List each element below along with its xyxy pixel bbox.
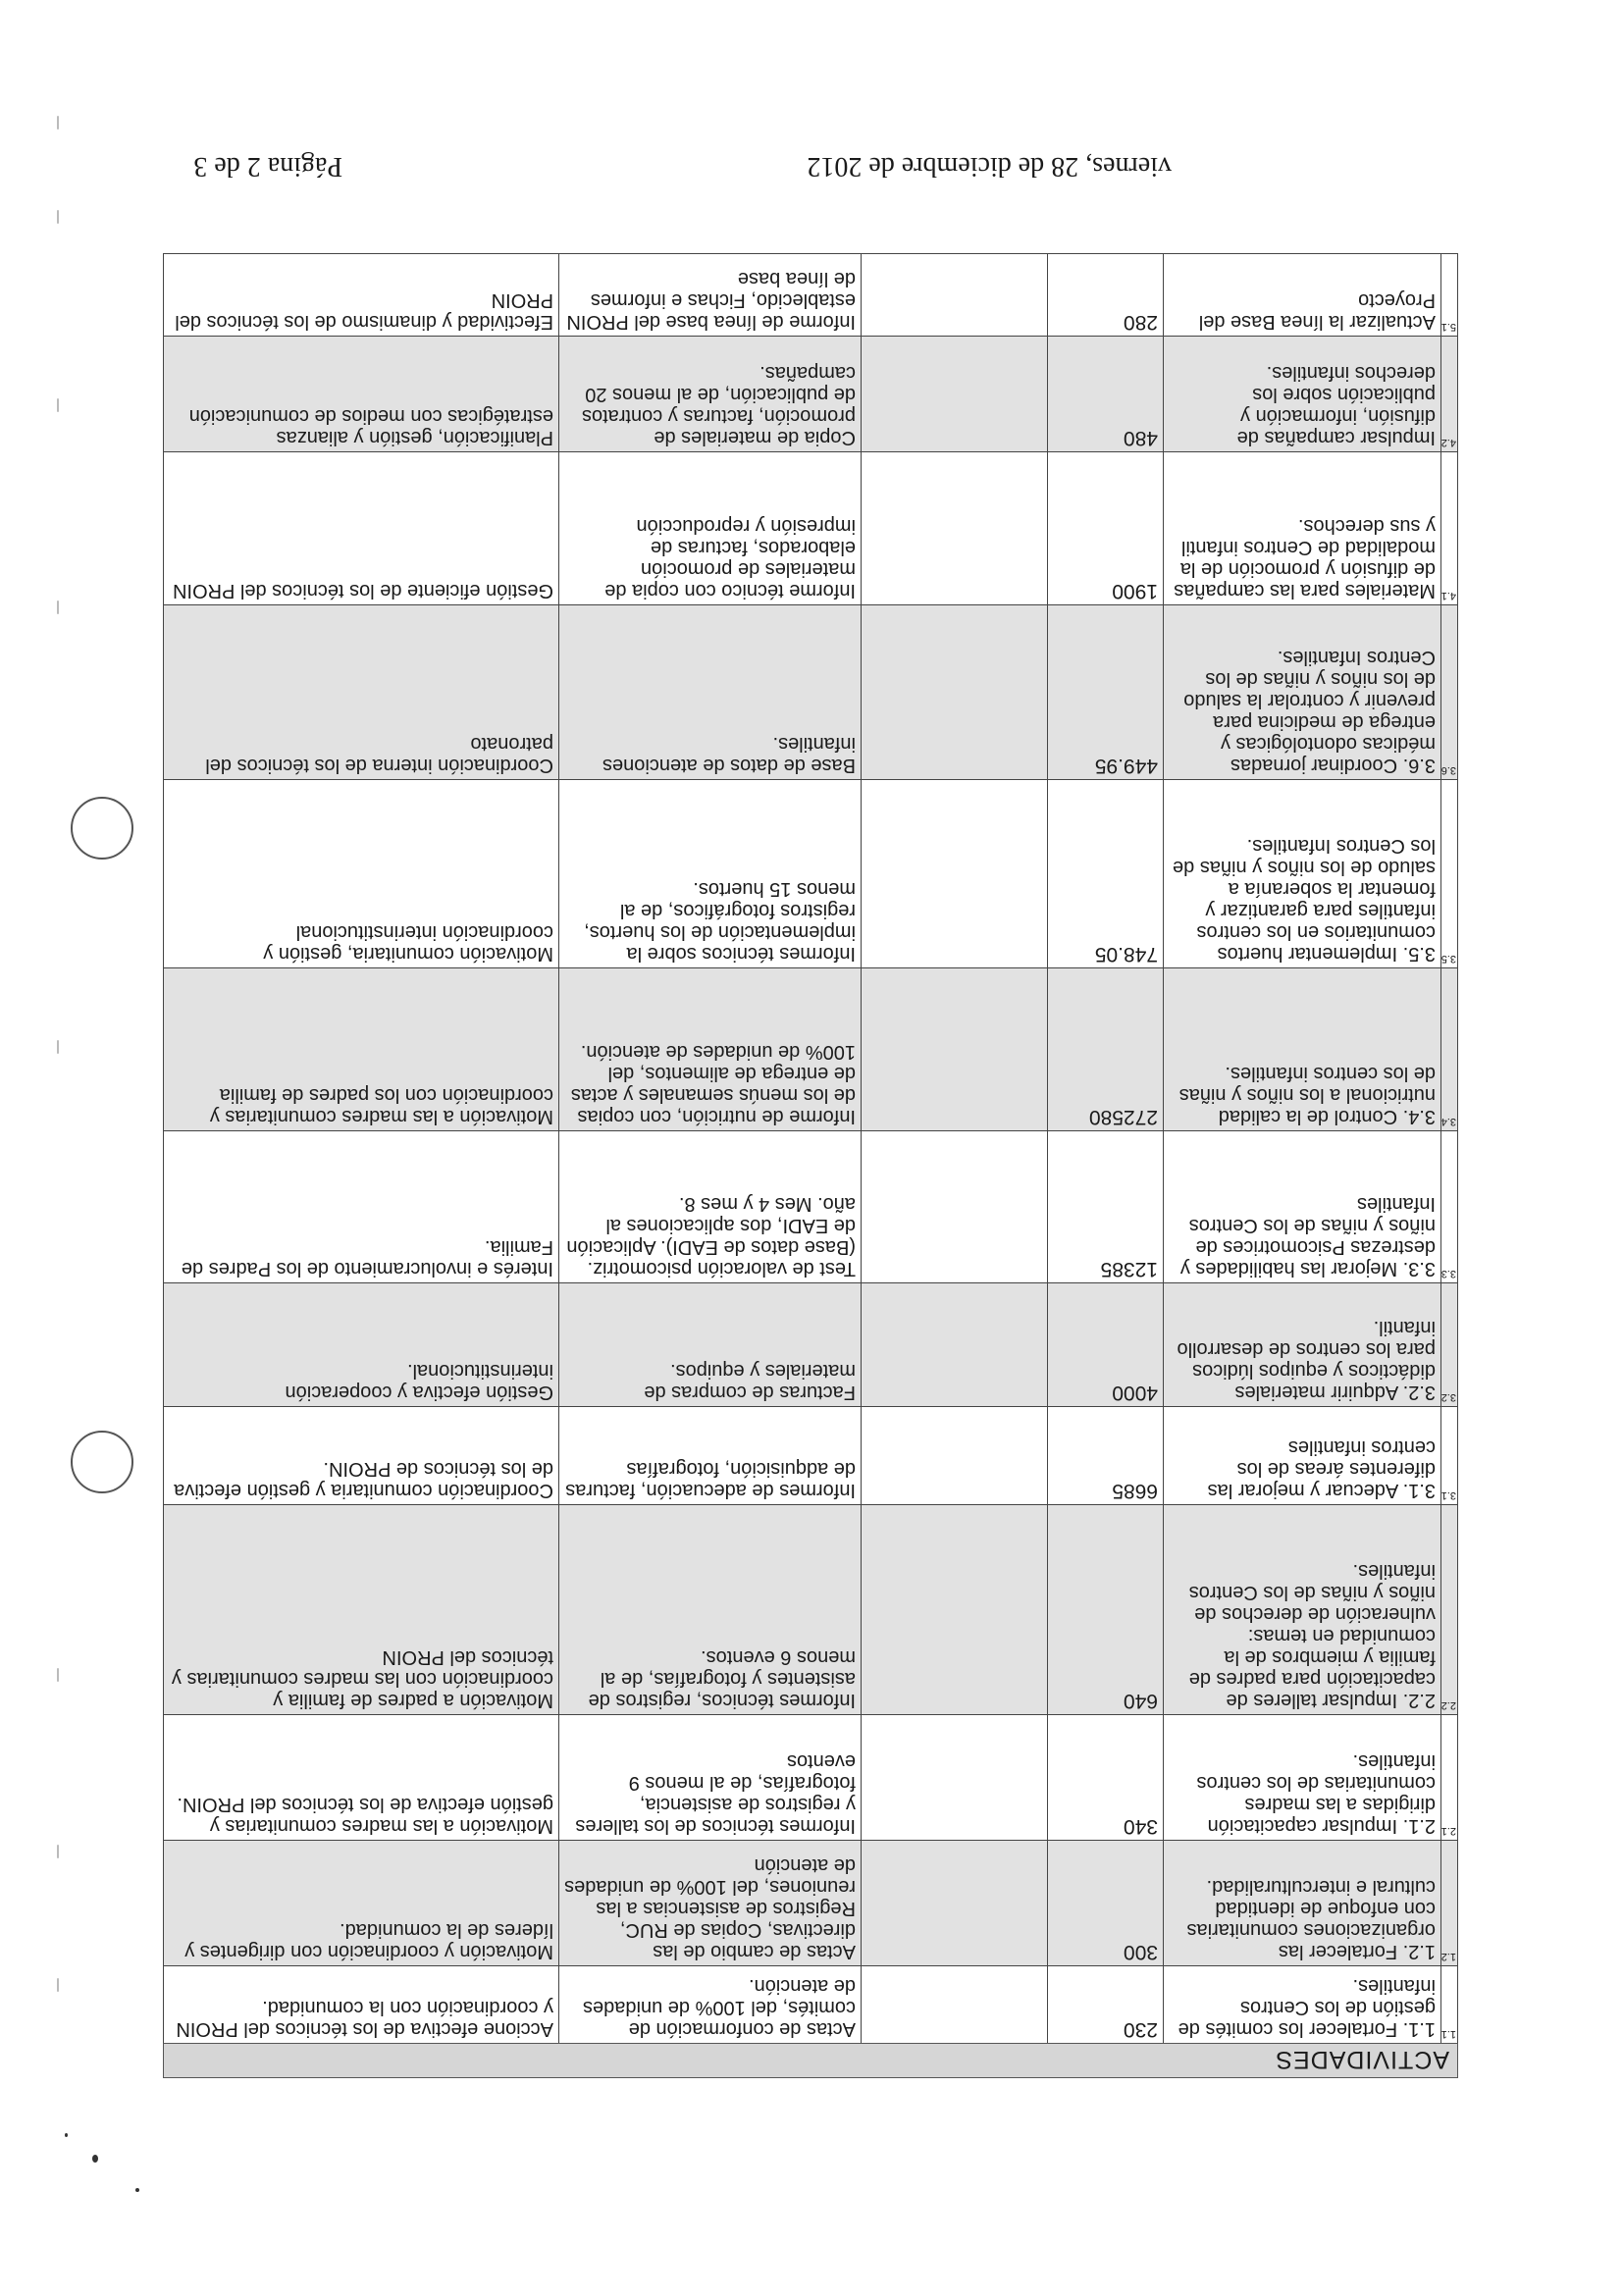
result-cell: Gestión eficiente de los técnicos del PROIN bbox=[173, 580, 553, 601]
activity-cell: 3.6. Coordinar jornadas médicas odontológicas y entrega de medicina para prevenir y controlar la saludo de los niños y niñas de los Centros Infantiles. bbox=[1163, 605, 1440, 779]
activity-cell: Actualizar la línea Base del Proyecto bbox=[1163, 254, 1440, 336]
amount-cell: 340 bbox=[1047, 1715, 1163, 1840]
empty-cell bbox=[861, 1841, 1047, 1965]
empty-cell bbox=[861, 1131, 1047, 1282]
amount-cell: 272580 bbox=[1047, 968, 1163, 1130]
result-cell: Motivación a padres de familia y coordinación con las madres comunitarias y técnicos del PROIN bbox=[171, 1646, 553, 1711]
empty-cell bbox=[861, 254, 1047, 336]
empty-cell bbox=[861, 1966, 1047, 2043]
table-row bbox=[163, 253, 1458, 336]
result-cell: Gestión efectiva y cooperación interinstitucional. bbox=[285, 1360, 553, 1403]
empty-cell bbox=[861, 780, 1047, 967]
table-row bbox=[163, 604, 1458, 779]
verification-cell: Informe de nutrición, con copias de los menús semanales y actas de entrega de alimentos, del 100% de unidades de atención. bbox=[558, 968, 861, 1130]
footer-page-number: Página 2 de 3 bbox=[193, 151, 342, 182]
result-cell: Accione efectiva de los técnicos del PROIN y coordinación con la comunidad. bbox=[176, 1997, 553, 2040]
row-number: 1.2 bbox=[1440, 1841, 1457, 1965]
activity-cell: 3.2. Adquirir materiales didácticos y equipos lúdicos para los centros de desarrollo infantil. bbox=[1163, 1283, 1440, 1406]
verification-cell: Base de datos de atenciones infantiles. bbox=[558, 605, 861, 779]
verification-cell: Informes técnicos de los talleres y registros de asistencia, fotografías, de al menos 9 eventos bbox=[558, 1715, 861, 1840]
amount-cell: 300 bbox=[1047, 1841, 1163, 1965]
result-cell: Motivación comunitaria, gestión y coordinación interinstitucional bbox=[263, 921, 553, 965]
activity-cell: Materiales para las campañas de difusión y promoción de la modalidad de Centros infantil y sus derechos. bbox=[1163, 452, 1440, 604]
activity-cell: 2.1. Impulsar capacitación dirigidas a las madres comunitarias de los centros infantiles. bbox=[1163, 1715, 1440, 1840]
amount-cell: 4000 bbox=[1047, 1283, 1163, 1406]
row-number: 1.1 bbox=[1440, 1966, 1457, 2043]
verification-cell: Informes de adecuación, facturas de adquisición, fotografías bbox=[558, 1407, 861, 1504]
row-number: 3.4 bbox=[1440, 968, 1457, 1130]
amount-cell: 1900 bbox=[1047, 452, 1163, 604]
table-row bbox=[163, 1282, 1458, 1406]
result-cell: Coordinación comunitaria y gestión efectiva de los técnicos de PROIN. bbox=[174, 1458, 553, 1501]
empty-cell bbox=[861, 1715, 1047, 1840]
result-cell: Efectividad y dinamismo de los técnicos del PROIN bbox=[175, 289, 553, 333]
verification-cell: Test de valoración psicomotriz. (Base datos de EADI). Aplicación de EADI, dos aplicaciones al año. Mes 4 y mes 8. bbox=[558, 1131, 861, 1282]
verification-cell: Informes técnicos sobre la implementación de los huertos, registros fotográficos, de al menos 15 huertos. bbox=[558, 780, 861, 967]
table-row bbox=[163, 1965, 1458, 2043]
table-row bbox=[163, 1504, 1458, 1714]
activities-table bbox=[163, 126, 1458, 2078]
verification-cell: Actas de conformación de comités, del 100% de unidades de atención. bbox=[558, 1966, 861, 2043]
row-number: 3.1 bbox=[1440, 1407, 1457, 1504]
empty-cell bbox=[861, 1283, 1047, 1406]
row-number: 4.2 bbox=[1440, 337, 1457, 451]
empty-cell bbox=[861, 968, 1047, 1130]
table-row bbox=[163, 1406, 1458, 1504]
amount-cell: 230 bbox=[1047, 1966, 1163, 2043]
row-number: 5.1 bbox=[1440, 254, 1457, 336]
verification-cell: Facturas de compras de materiales y equipos. bbox=[558, 1283, 861, 1406]
row-number: 3.3 bbox=[1440, 1131, 1457, 1282]
result-cell: Motivación y coordinación con dirigentes y líderes de la comunidad. bbox=[184, 1919, 553, 1962]
result-cell: Motivación a las madres comunitarias y gestión efectiva de los técnicos del PROIN. bbox=[177, 1794, 553, 1837]
empty-cell bbox=[861, 452, 1047, 604]
amount-cell: 748.05 bbox=[1047, 780, 1163, 967]
table-row bbox=[163, 779, 1458, 967]
verification-cell: Actas de cambio de las directivas, Copias de RUC, Registros de asistencias a las reuniones, del 100% de unidades de atención bbox=[558, 1841, 861, 1965]
table-row bbox=[163, 967, 1458, 1130]
verification-cell: Informes técnicos, registros de asistentes y fotografías, de al menos 6 eventos. bbox=[558, 1505, 861, 1714]
activity-cell: Impulsar campañas de difusión, información y publicación sobre los derechos infantiles. bbox=[1163, 337, 1440, 451]
table-row bbox=[163, 1840, 1458, 1965]
amount-cell: 12385 bbox=[1047, 1131, 1163, 1282]
activity-cell: 3.5. Implementar huertos comunitarios en los centros infantiles para garantizar y fomentar la soberanía a saludo de los niños y niñas de los Centros Infantiles. bbox=[1163, 780, 1440, 967]
row-number: 4.1 bbox=[1440, 452, 1457, 604]
empty-cell bbox=[861, 1407, 1047, 1504]
result-cell: Coordinación interna de los técnicos del patronato bbox=[205, 733, 553, 776]
amount-cell: 280 bbox=[1047, 254, 1163, 336]
result-cell: Motivación a las madres comunitarias y coordinación con los padres de familia bbox=[209, 1084, 553, 1127]
activity-cell: 1.1. Fortalecer los comités de gestión de los Centros infantiles. bbox=[1163, 1966, 1440, 2043]
row-number: 3.6 bbox=[1440, 605, 1457, 779]
verification-cell: Informe de línea base del PROIN establecido, Fichas e informes de línea base bbox=[558, 254, 861, 336]
empty-cell bbox=[861, 337, 1047, 451]
amount-cell: 6685 bbox=[1047, 1407, 1163, 1504]
verification-cell: Copia de materiales de promoción, facturas y contratos de publicación, de al menos 20 campañas. bbox=[558, 337, 861, 451]
table-header bbox=[163, 2043, 1458, 2078]
activity-cell: 3.4. Control de la calidad nutricional a los niños y niñas de los centros infantiles. bbox=[1163, 968, 1440, 1130]
result-cell: Planificación, gestión y alianzas estratégicas con medios de comunicación bbox=[188, 405, 553, 448]
table-row bbox=[163, 1714, 1458, 1840]
amount-cell: 480 bbox=[1047, 337, 1163, 451]
table-title: ACTIVIDADES bbox=[1275, 2046, 1449, 2073]
table-row bbox=[163, 1130, 1458, 1282]
footer-date: viernes, 28 de diciembre de 2012 bbox=[807, 151, 1172, 182]
row-number: 3.2 bbox=[1440, 1283, 1457, 1406]
activity-cell: 2.2. Impulsar talleres de capacitación para padres de familia y miembros de la comunidad en temas: vulneración de derechos de niños y niñas de los Centros infantiles. bbox=[1163, 1505, 1440, 1714]
result-cell: Interés e involucramiento de los Padres de Familia. bbox=[181, 1236, 553, 1279]
row-number: 3.5 bbox=[1440, 780, 1457, 967]
empty-cell bbox=[861, 1505, 1047, 1714]
activity-cell: 3.1. Adecuar y mejorar las diferentes áreas de los centros infantiles bbox=[1163, 1407, 1440, 1504]
amount-cell: 449.95 bbox=[1047, 605, 1163, 779]
row-number: 2.2 bbox=[1440, 1505, 1457, 1714]
empty-cell bbox=[861, 605, 1047, 779]
amount-cell: 640 bbox=[1047, 1505, 1163, 1714]
activity-cell: 1.2. Fortalecer las organizaciones comunitarias con enfoque de identidad cultural e interculturalidad. bbox=[1163, 1841, 1440, 1965]
verification-cell: Informe técnico con copia de materiales de promoción elaborados, facturas de impresión y reproducción bbox=[558, 452, 861, 604]
activity-cell: 3.3. Mejorar las habilidades y destrezas Psicomotrices de niños y niñas de los Centros Infantiles bbox=[1163, 1131, 1440, 1282]
table-row bbox=[163, 336, 1458, 451]
table-row bbox=[163, 451, 1458, 604]
row-number: 2.1 bbox=[1440, 1715, 1457, 1840]
